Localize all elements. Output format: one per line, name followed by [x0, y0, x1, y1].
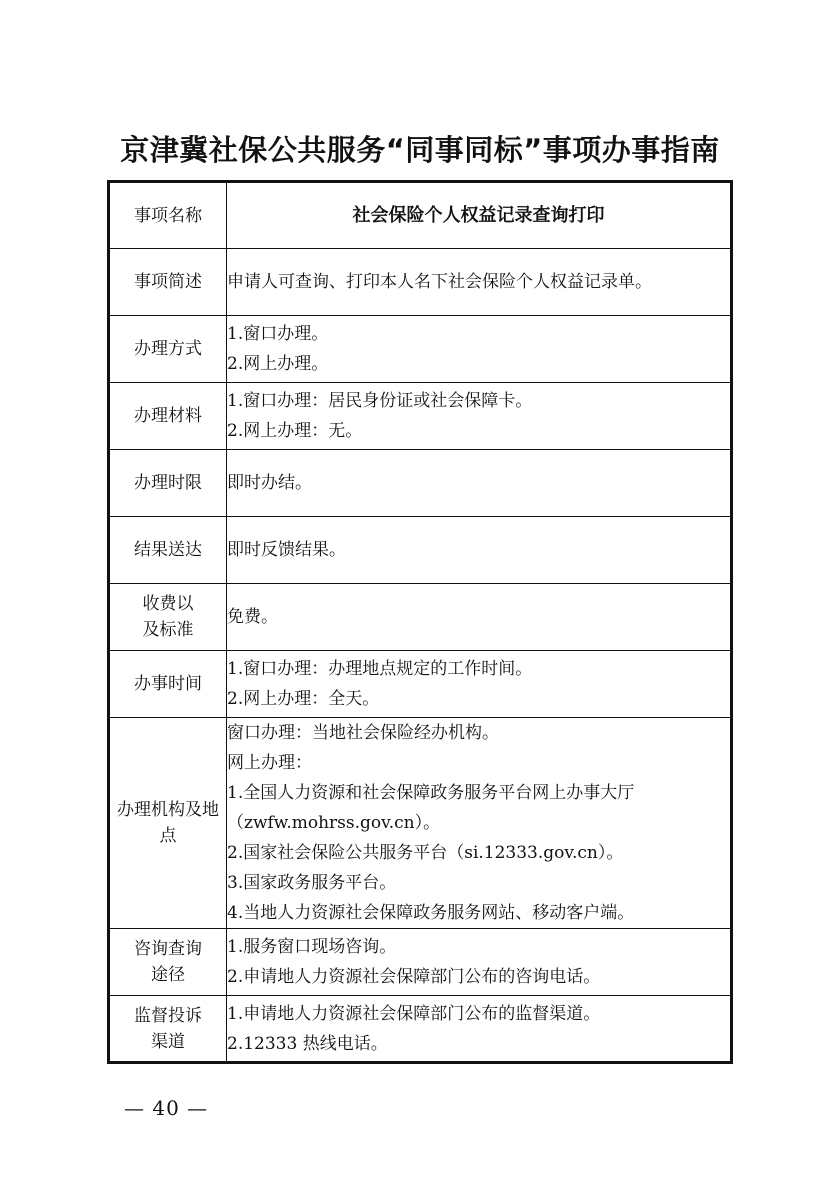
row-value [227, 383, 732, 450]
value-line: （zwfw.mohrss.gov.cn）。 [227, 813, 441, 833]
row-value [227, 517, 732, 584]
value-line: 2.申请地人力资源社会保障部门公布的咨询电话。 [227, 967, 601, 987]
row-label: 结果送达 [109, 517, 227, 584]
value-line: 2.网上办理：无。 [227, 421, 363, 441]
value-line: 2.网上办理。 [227, 354, 329, 374]
row-label: 办理材料 [109, 383, 227, 450]
table-row [109, 383, 732, 450]
row-value [227, 584, 732, 651]
row-value [227, 182, 732, 249]
value-line: 申请人可查询、打印本人名下社会保险个人权益记录单。 [227, 272, 652, 292]
value-line: 2.网上办理：全天。 [227, 689, 380, 709]
row-value [227, 718, 732, 929]
value-line: 2.12333 热线电话。 [227, 1033, 388, 1054]
page-title: 京津冀社保公共服务“同事同标”事项办事指南 [120, 133, 720, 167]
value-line: 社会保险个人权益记录查询打印 [352, 204, 605, 226]
value-line: 窗口办理：当地社会保险经办机构。 [227, 723, 499, 743]
value-line: 即时反馈结果。 [227, 540, 346, 560]
value-line: 1.申请地人力资源社会保障部门公布的监督渠道。 [227, 1003, 601, 1024]
value-line: 免费。 [227, 607, 278, 627]
row-label: 办事时间 [109, 651, 227, 718]
table-row [109, 929, 732, 996]
value-line: 3.国家政务服务平台。 [227, 873, 397, 893]
row-label: 办理方式 [109, 316, 227, 383]
table-row [109, 651, 732, 718]
row-value [227, 249, 732, 316]
value-line: 1.窗口办理。 [227, 324, 329, 344]
value-line: 1.窗口办理：办理地点规定的工作时间。 [227, 659, 533, 679]
table-row [109, 584, 732, 651]
row-label: 监督投诉渠道 [109, 996, 227, 1063]
row-value [227, 996, 732, 1063]
table-row [109, 316, 732, 383]
row-value [227, 651, 732, 718]
value-line: 2.国家社会保险公共服务平台（si.12333.gov.cn）。 [227, 843, 624, 863]
table-row [109, 517, 732, 584]
value-line: 4.当地人力资源社会保障政务服务网站、移动客户端。 [227, 903, 635, 923]
value-line: 1.服务窗口现场咨询。 [227, 937, 397, 957]
row-label: 收费以及标准 [109, 584, 227, 651]
row-value [227, 316, 732, 383]
row-label: 办理时限 [109, 450, 227, 517]
row-label: 事项名称 [109, 182, 227, 249]
row-value [227, 929, 732, 996]
value-line: 即时办结。 [227, 473, 312, 493]
row-label: 办理机构及地点 [109, 718, 227, 929]
service-guide-table [107, 180, 733, 1064]
page-number: — 40 — [124, 1096, 209, 1120]
value-line: 1.全国人力资源和社会保障政务服务平台网上办事大厅 [227, 783, 635, 803]
table-row [109, 249, 732, 316]
row-label: 咨询查询途径 [109, 929, 227, 996]
table-row [109, 450, 732, 517]
row-label: 事项简述 [109, 249, 227, 316]
table-row [109, 996, 732, 1063]
value-line: 1.窗口办理：居民身份证或社会保障卡。 [227, 391, 533, 411]
row-value [227, 450, 732, 517]
table-row [109, 182, 732, 249]
value-line: 网上办理： [227, 753, 312, 773]
table-row [109, 718, 732, 929]
